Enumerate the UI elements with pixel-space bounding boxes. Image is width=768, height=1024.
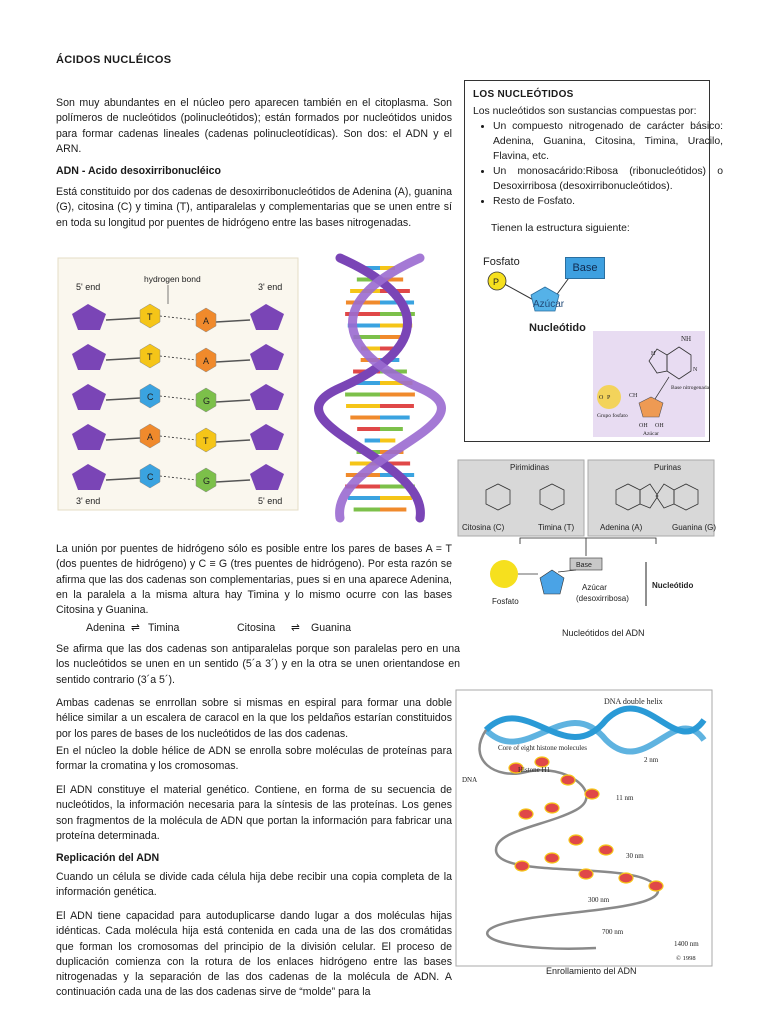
helix-paragraph: Ambas cadenas se enrrollan sobre si mismas en espiral para formar una doble hélice similar a un escalera de caracol en la que los peldaños estarían constituidos por los pares de bases de los nucleótidos de las dos cadenas. — [56, 697, 452, 740]
hydrogen-bond-diagram — [58, 258, 298, 510]
nucleotidos-heading: LOS NUCLEÓTIDOS — [473, 89, 574, 100]
azucar-label: Azúcar — [533, 299, 565, 310]
o-label: O — [599, 395, 604, 401]
nm300-label: 300 nm — [588, 896, 610, 904]
helix-rung — [380, 439, 395, 443]
adn-paragraph: Está constituido por dos cadenas de desoxirribonucleótidos de Adenina (A), guanina (G), citosina (C) y timina (T), antiparalelas y complementarias que se unen entre sí en toda su longitud por puentes de hidrógeno entre las bases nitrogenadas. — [56, 186, 452, 229]
nm11-label: 11 nm — [616, 794, 634, 802]
nucleosome-bead — [599, 845, 613, 855]
helix-rung — [365, 439, 380, 443]
helix-rung — [380, 393, 415, 397]
pirimidinas-label: Pirimidinas — [510, 463, 550, 472]
list-item: • Un compuesto nitrogenado de carácter básico: Adenina, Guanina, Citosina, Timina, Uracilo, Flavina, etc. — [493, 119, 723, 164]
helix-rung — [380, 508, 406, 512]
helix-rung — [346, 404, 380, 408]
intro-paragraph: Son muy abundantes en el núcleo pero aparecen también en el citoplasma. Son polímeros de nucleótidos (polinucleótidos); están formados por nucleótidos unidos para formar cadenas lineales (cadenas polinucleotídicas). Son dos: el ADN y el ARN. — [56, 97, 452, 155]
base-right-letter: T — [203, 436, 209, 446]
ch-label: CH — [629, 393, 638, 399]
nucleosome-bead — [585, 789, 599, 799]
replication-heading: Replicación del ADN — [56, 852, 160, 864]
nucleosome-bead — [545, 803, 559, 813]
azucar-label: Azúcar — [582, 583, 607, 592]
fosfato-label: Fosfato — [492, 597, 519, 606]
citosina-label: Citosina (C) — [462, 523, 505, 532]
desoxirribosa-label: (desoxirribosa) — [576, 594, 629, 603]
pair-timina: Timina — [148, 622, 180, 634]
replication-paragraph-2: El ADN tiene capacidad para autoduplicarse dando lugar a dos moléculas hijas idénticas. Cada molécula hija está contenida en cada una de las dos cromátidas que forman los cromosomas del principio de la división celular. El proceso de duplicación comienza con la rotura de los enlaces hidrógeno entre las bases nitrogenadas y la separación de las dos cadenas de la molécula de ADN. A continuación cada una de las dos cadenas sirve de “molde” para la — [56, 910, 452, 999]
p-atom-label: P — [607, 395, 611, 401]
base-box: Base — [565, 257, 605, 279]
copyright-label: © 1998 — [676, 955, 696, 962]
timina-label: Timina (T) — [538, 523, 575, 532]
helix-rung — [345, 393, 380, 397]
nucleosome-bead — [569, 835, 583, 845]
bases-figure — [458, 460, 717, 632]
nucleosome-bead — [545, 853, 559, 863]
nucleosome-bead — [515, 861, 529, 871]
coiling-caption: Enrollamiento del ADN — [546, 966, 637, 976]
union-paragraph: La unión por puentes de hidrógeno sólo es posible entre los pares de bases A = T (dos puentes de hidrógeno) y C ≡ G (tres puentes de hidrógeno). Por esta razón se afirma que las dos cadenas son complementarias, pues si en una aparece Adenina, en la paralela a la misma altura hay Timina y lo mismo ocurre con las bases Citosina y Guanina. — [56, 543, 452, 617]
base-left-letter: C — [147, 472, 154, 482]
nm700-label: 700 nm — [602, 928, 624, 936]
nm2-label: 2 nm — [644, 756, 659, 764]
p-label: P — [493, 277, 500, 287]
label-3-end-bottom: 3' end — [76, 496, 101, 506]
helix-rung — [380, 496, 412, 500]
nucleotidos-box — [464, 80, 723, 442]
pair-arrow-1: ⇌ — [131, 622, 140, 634]
adenina-label: Adenina (A) — [600, 523, 643, 532]
nucleosome-bead — [649, 881, 663, 891]
double-helix-illustration — [320, 258, 444, 518]
nucleosome-bead — [579, 869, 593, 879]
nucleotidos-intro: Los nucleótidos son sustancias compuestas por: — [473, 106, 697, 117]
helix-rung — [350, 416, 380, 420]
oh-label-2: OH — [655, 423, 664, 429]
base-right-letter: G — [203, 476, 211, 486]
base-nitrogenada-label: Base nitrogenada — [671, 385, 710, 391]
antiparallel-paragraph: Se afirma que las dos cadenas son antiparalelas porque son paralelas pero en una los nucleótidos se unen en un sentido (5´a 3´) y en la otra se unen orientandose en sentido contrario (3´a 5´). — [56, 643, 460, 686]
pair-guanina: Guanina — [311, 622, 352, 634]
h-label: H — [651, 351, 656, 357]
base-right-letter: G — [203, 396, 211, 406]
guanina-label: Guanina (G) — [672, 523, 717, 532]
bases-caption: Nucleótidos del ADN — [562, 628, 645, 638]
n-label: N — [693, 367, 698, 373]
helix-rung — [380, 427, 403, 431]
base-right-letter: A — [203, 316, 210, 326]
label-5-end-top: 5' end — [76, 282, 101, 292]
adn-heading: ADN - Acido desoxirribonucléico — [56, 165, 222, 177]
purinas-label: Purinas — [654, 463, 682, 472]
helix-rung — [348, 496, 380, 500]
azucar-structure-label: Azúcar — [643, 431, 659, 437]
nucleosome-bead — [561, 775, 575, 785]
label-5-end-bottom: 5' end — [258, 496, 283, 506]
chromatin-paragraph: En el núcleo la doble hélice de ADN se enrolla sobre moléculas de proteínas para formar la cromatina y los cromosomas. — [56, 745, 452, 773]
helix-rung — [357, 427, 380, 431]
hydrogen-bond-label: hydrogen bond — [144, 274, 201, 284]
histone-h1-label: Histone H1 — [518, 766, 551, 774]
dna-double-helix-label: DNA double helix — [604, 697, 663, 706]
grupo-fosfato-label: Grupo fosfato — [597, 413, 628, 419]
base-label: Base — [576, 562, 592, 569]
page-title: ÁCIDOS NUCLÉICOS — [56, 54, 172, 66]
base-left-letter: C — [147, 392, 154, 402]
nucleotido-label: Nucleótido — [652, 581, 694, 590]
nm30-label: 30 nm — [626, 852, 644, 860]
dna-coiling-figure — [456, 690, 712, 966]
core-histone-label: Core of eight histone molecules — [498, 744, 588, 752]
base-left-letter: A — [147, 432, 154, 442]
dna-label: DNA — [462, 776, 478, 784]
pair-adenina: Adenina — [86, 622, 125, 634]
fosfato-label: Fosfato — [483, 256, 520, 268]
base-right-letter: A — [203, 356, 210, 366]
list-item: • Un monosacárido:Ribosa (ribonucleótidos) o Desoxirribosa (desoxirribonucleótidos). — [493, 164, 723, 194]
nh-label: NH — [681, 335, 692, 343]
base-left-letter: T — [147, 352, 153, 362]
nm1400-label: 1400 nm — [674, 940, 699, 948]
nucleotidos-tail: Tienen la estructura siguiente: — [491, 223, 630, 234]
replication-paragraph-1: Cuando un célula se divide cada célula hija debe recibir una copia completa de la información genética. — [56, 871, 452, 899]
pair-citosina: Citosina — [237, 622, 276, 634]
base-left-letter: T — [147, 312, 153, 322]
oh-label-1: OH — [639, 423, 648, 429]
helix-rung — [380, 416, 410, 420]
helix-rung — [380, 404, 414, 408]
genetic-paragraph: El ADN constituye el material genético. Contiene, en forma de su secuencia de nucleótidos, la información necesaria para la síntesis de las proteínas. Los genes son fragmentos de la molécula de ADN que portan la información para fabricar una proteína determinada. — [56, 784, 452, 842]
nucleosome-bead — [519, 809, 533, 819]
nucleotide-structure — [593, 331, 710, 437]
nucleosome-bead — [619, 873, 633, 883]
nucleotido-label: Nucleótido — [529, 322, 586, 334]
pair-arrow-2: ⇌ — [291, 622, 300, 634]
list-item: • Resto de Fosfato. — [493, 194, 723, 209]
helix-rung — [354, 508, 380, 512]
label-3-end-top: 3' end — [258, 282, 283, 292]
nucleotidos-list — [473, 119, 723, 209]
